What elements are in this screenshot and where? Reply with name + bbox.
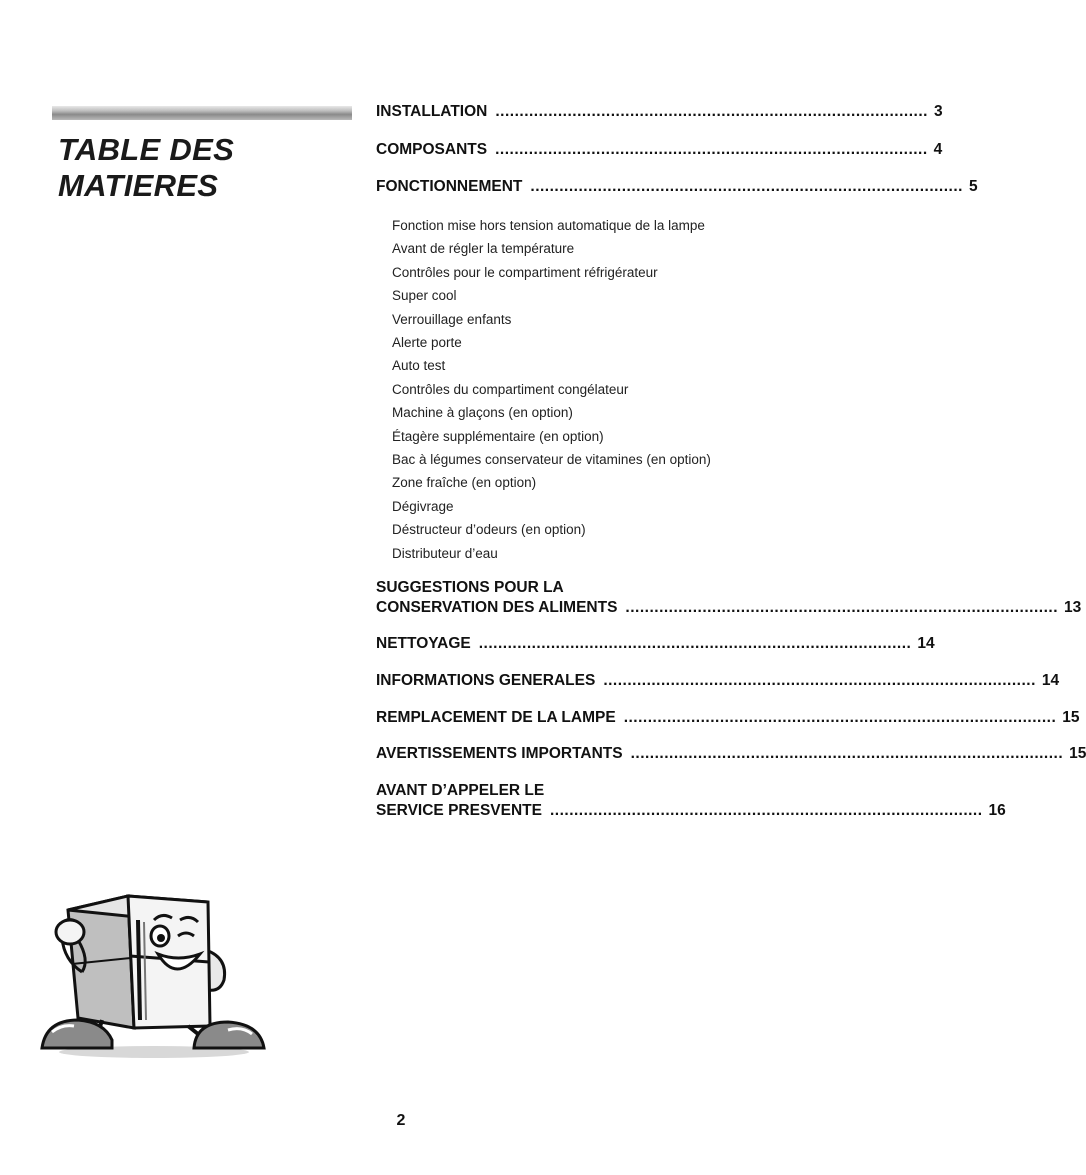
toc-entry-page: 14 [1041,672,1060,689]
page-title [58,132,234,204]
toc-entry-label-line2: CONSERVATION DES ALIMENTS [376,599,618,616]
toc-entry-page: 4 [933,141,943,158]
page-title-line2: MATIERES [58,168,219,203]
toc-entry-remplacement[interactable] [376,708,1080,728]
toc-sub-item[interactable]: Bac à légumes conservateur de vitamines (en option) [392,452,711,468]
toc-leader: .......................................................................................... [623,709,1057,726]
toc-entry-nettoyage[interactable] [376,634,935,654]
toc-entry-page: 3 [933,103,943,120]
toc-entry-label-line2: SERVICE PRESVENTE [376,802,542,819]
toc-entry-avertissements[interactable] [376,744,1086,764]
toc-sub-item[interactable]: Dégivrage [392,498,454,514]
toc-sub-item[interactable]: Fonction mise hors tension automatique de la lampe [392,218,705,233]
fonctionnement-sub-list [392,214,711,565]
toc-entry-fonctionnement[interactable] [376,177,978,197]
toc-sub-item[interactable]: Alerte porte [392,335,462,351]
page-number: 2 [396,1112,406,1129]
toc-sub-item[interactable]: Verrouillage enfants [392,311,512,327]
toc-leader: .......................................................................................... [495,141,928,158]
toc-sub-item[interactable]: Super cool [392,288,457,304]
toc-entry-label: FONCTIONNEMENT [376,178,523,195]
toc-sub-item[interactable]: Auto test [392,358,446,374]
toc-sub-item[interactable]: Contrôles pour le compartiment réfrigérateur [392,264,658,280]
toc-entry-page: 16 [988,802,1006,819]
toc-entry-label-line1: SUGGESTIONS POUR LA [376,579,564,596]
toc-leader: .......................................................................................... [630,745,1064,762]
toc-entry-page: 13 [1064,599,1082,616]
toc-leader: .......................................................................................... [549,802,983,819]
toc-leader: .......................................................................................... [478,635,912,652]
toc-entry-label: REMPLACEMENT DE LA LAMPE [376,709,616,726]
toc-entry-page: 5 [968,178,978,195]
toc-leader: .......................................................................................... [603,672,1036,689]
toc-sub-item[interactable]: Zone fraîche (en option) [392,475,537,491]
toc-entry-informations[interactable] [376,671,1060,691]
toc-entry-label: COMPOSANTS [376,141,488,158]
toc-sub-item[interactable]: Distributeur d’eau [392,545,498,561]
toc-entry-avant-appeler[interactable] [376,781,1006,821]
toc-entry-label: INFORMATIONS GENERALES [376,672,596,689]
toc-sub-item[interactable]: Contrôles du compartiment congélateur [392,381,629,397]
toc-sub-item[interactable]: Déstructeur d’odeurs (en option) [392,522,586,538]
fridge-mascot-illustration [38,880,270,1060]
toc-leader: .......................................................................................... [530,178,963,195]
toc-entry-page: 15 [1062,709,1080,726]
toc-sub-item[interactable]: Étagère supplémentaire (en option) [392,428,604,444]
toc-entry-page: 14 [917,635,935,652]
toc-entry-label: NETTOYAGE [376,635,471,652]
toc-entry-label: INSTALLATION [376,103,488,120]
toc-leader: .......................................................................................... [495,103,928,120]
page-title-line1: TABLE DES [58,132,235,167]
toc-entry-label-line1: AVANT D’APPELER LE [376,782,545,799]
toc-leader: .......................................................................................... [625,599,1058,616]
toc-entry-installation[interactable] [376,102,943,122]
title-rule [52,106,352,120]
toc-sub-item[interactable]: Machine à glaçons (en option) [392,405,573,421]
toc-entry-label: AVERTISSEMENTS IMPORTANTS [376,745,623,762]
toc-entry-composants[interactable] [376,140,943,160]
toc-entry-page: 15 [1069,745,1086,762]
toc-entry-suggestions[interactable] [376,578,1082,618]
toc-sub-item[interactable]: Avant de régler la température [392,241,575,257]
